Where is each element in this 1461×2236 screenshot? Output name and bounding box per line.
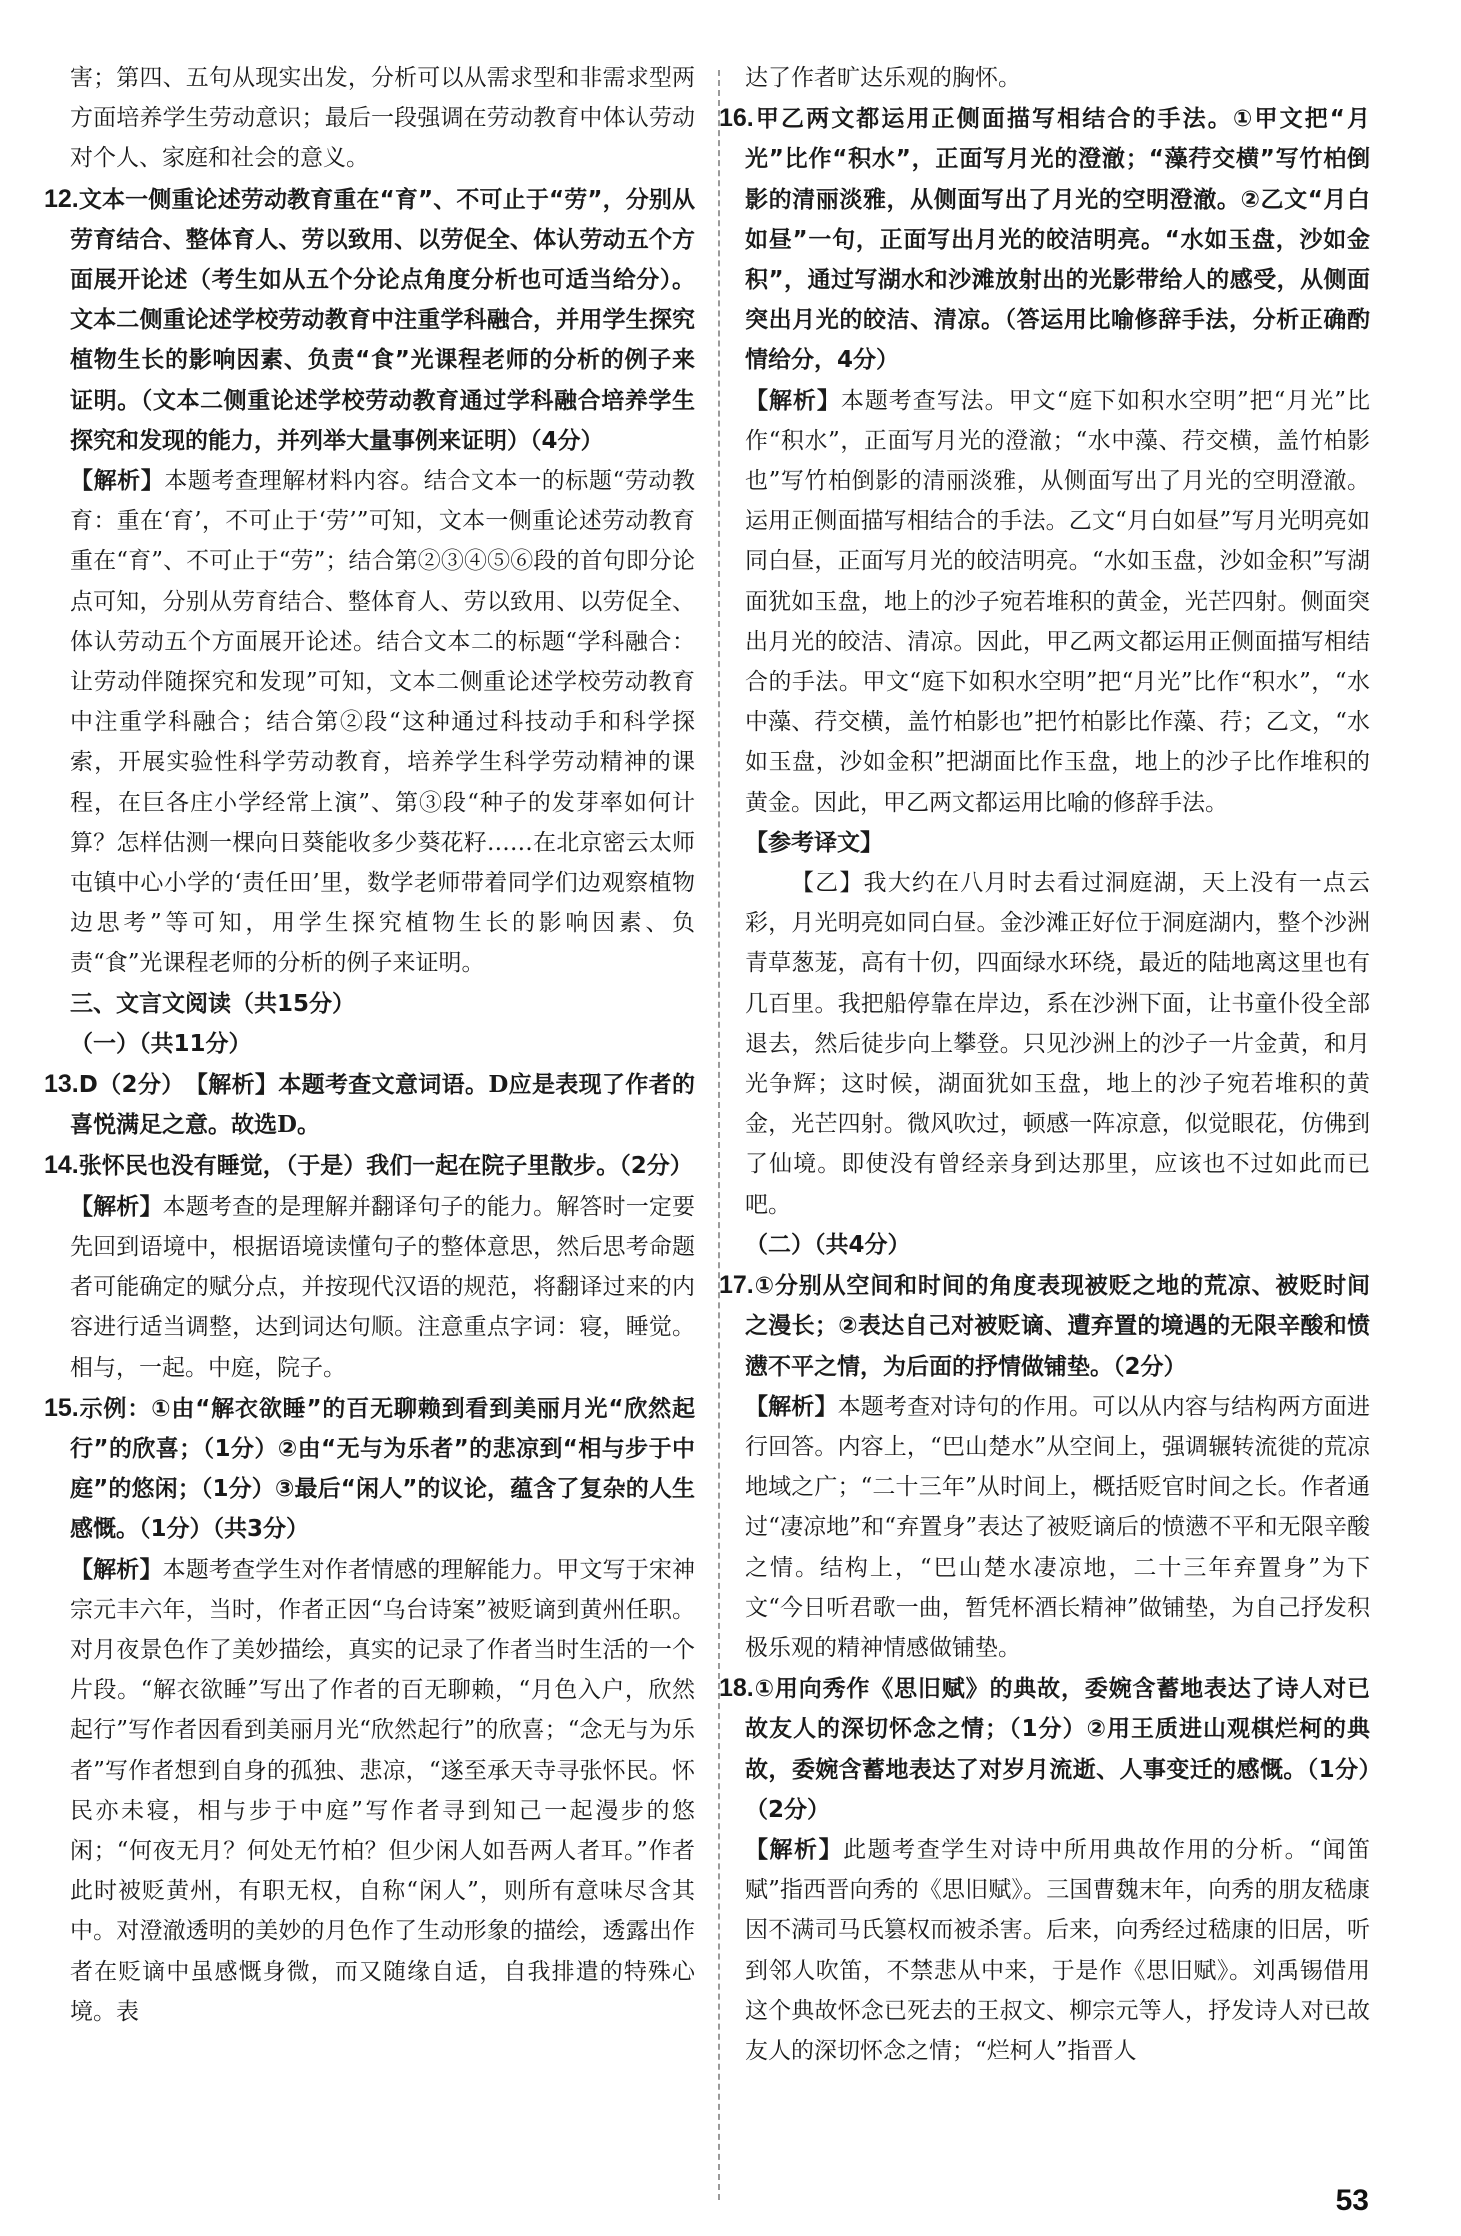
analysis-tag: 【解析】 (70, 1193, 163, 1220)
column-divider (718, 70, 720, 2200)
paragraph-text: 【乙】我大约在八月时去看过洞庭湖，天上没有一点云彩，月光明亮如同白昼。金沙滩正好位于洞庭湖内，整个沙洲青草葱茏，高有十仞，四面绿水环绕，最近的陆地离这里也有几百里。我把船停靠在岸边，系在沙洲下面，让书童仆役全部退去，然后徒步向上攀登。只见沙洲上的沙子一片金黄，和月光争辉；这时候，湖面犹如玉盘，地上的沙子宛若堆积的黄金，光芒四射。微风吹过，顿感一阵凉意，似觉眼花，仿佛到了仙境。即使没有曾经亲身到达那里，应该也不过如此而已吧。 (745, 870, 1370, 1218)
answer-item (719, 98, 1370, 380)
paragraph-text: 本题考查学生对作者情感的理解能力。甲文写于宋神宗元丰六年，当时，作者正因“乌台诗案”被贬谪到黄州任职。对月夜景色作了美妙描绘，真实的记录了作者当时生活的一个片段。“解衣欲睡”写出了作者的百无聊赖，“月色入户，欣然起行”写作者因看到美丽月光“欣然起行”的欣喜；“念无与为乐者”写作者想到自身的孤独、悲凉，“遂至承天寺寻张怀民。怀民亦未寝，相与步于中庭”写作者寻到知己一起漫步的悠闲；“何夜无月？何处无竹柏？但少闲人如吾两人者耳。”作者此时被贬黄州，有职无权，自称“闲人”，则所有意味尽含其中。对澄澈透明的美妙的月色作了生动形象的描绘，透露出作者在贬谪中虽感慨身微，而又随缘自适，自我排遣的特殊心境。表 (70, 1556, 696, 2025)
analysis-tag: 【解析】 (745, 387, 841, 414)
question-number: 16. (719, 104, 754, 133)
paragraph-text: 示例：①由“解衣欲睡”的百无聊赖到看到美丽月光“欣然起行”的欣喜；（1分）②由“无与为乐者”的悲凉到“相与步于中庭”的悠闲；（1分）③最后“闲人”的议论，蕴含了复杂的人生感慨。（1分）（共3分） (70, 1395, 695, 1543)
question-number: 17. (719, 1271, 754, 1300)
paragraph-text: ①分别从空间和时间的角度表现被贬之地的荒凉、被贬时间之漫长；②表达自己对被贬谪、遭弃置的境遇的无限辛酸和愤懑不平之情，为后面的抒情做铺垫。（2分） (745, 1273, 1370, 1380)
paragraph-text: 本题考查写法。甲文“庭下如积水空明”把“月光”比作“积水”，正面写月光的澄澈；“水中藻、荇交横，盖竹柏影也”写竹柏倒影的清丽淡雅，从侧面写出了月光的空明澄澈。运用正侧面描写相结合的手法。乙文“月白如昼”写月光明亮如同白昼，正面写月光的皎洁明亮。“水如玉盘，沙如金积”写湖面犹如玉盘，地上的沙子宛若堆积的黄金，光芒四射。侧面突出月光的皎洁、清凉。因此，甲乙两文都运用正侧面描写相结合的手法。甲文“庭下如积水空明”把“月光”比作“积水”，“水中藻、荇交横，盖竹柏影也”把竹柏影比作藻、荇；乙文，“水如玉盘，沙如金积”把湖面比作玉盘，地上的沙子比作堆积的黄金。因此，甲乙两文都运用比喻的修辞手法。 (745, 387, 1371, 816)
paragraph-text: 害；第四、五句从现实出发，分析可以从需求型和非需求型两方面培养学生劳动意识；最后一段强调在劳动教育中体认劳动对个人、家庭和社会的意义。 (70, 65, 695, 172)
text-block (70, 58, 695, 179)
paragraph-text: 本题考查对诗句的作用。可以从内容与结构两方面进行回答。内容上，“巴山楚水”从空间上，强调辗转流徙的荒凉地域之广；“二十三年”从时间上，概括贬官时间之长。作者通过“凄凉地”和“弃置身”表达了被贬谪后的愤懑不平和无限辛酸之情。结构上，“巴山楚水凄凉地，二十三年弃置身”为下文“今日听君歌一曲，暂凭杯酒长精神”做铺垫，为自己抒发积极乐观的精神情感做铺垫。 (745, 1393, 1371, 1661)
answer-item (44, 1064, 695, 1145)
analysis-tag: 【解析】 (70, 468, 165, 495)
analysis-paragraph (70, 1187, 695, 1388)
left-column (44, 58, 696, 2032)
paragraph-text: 本题考查文意词语。D应是表现了作者的喜悦满足之意。故选D。 (70, 1071, 695, 1139)
analysis-paragraph (745, 1387, 1370, 1668)
answer-item (44, 1388, 695, 1550)
text-block (70, 1024, 695, 1064)
question-number: 13. (44, 1070, 79, 1099)
page-number: 53 (1335, 2184, 1369, 2217)
paragraph-text: 此题考查学生对诗中所用典故作用的分析。“闻笛赋”指西晋向秀的《思旧赋》。三国曹魏末年，向秀的朋友嵇康因不满司马氏篡权而被杀害。后来，向秀经过嵇康的旧居，听到邻人吹笛，不禁悲从中来，于是作《思旧赋》。刘禹锡借用这个典故怀念已死去的王叔文、柳宗元等人，抒发诗人对已故友人的深切怀念之情；“烂柯人”指晋人 (745, 1836, 1371, 2064)
analysis-tag: 【解析】 (745, 1393, 838, 1420)
answer-item (44, 179, 695, 461)
answer-item (44, 1145, 695, 1186)
question-number: 14. (44, 1151, 79, 1180)
analysis-paragraph (745, 1830, 1370, 2071)
paragraph-text: D（2分） (78, 1072, 174, 1099)
paragraph-text: 本题考查的是理解并翻译句子的能力。解答时一定要先回到语境中，根据语境读懂句子的整体意思，然后思考命题者可能确定的赋分点，并按现代汉语的规范，将翻译过来的内容进行适当调整，达到词达句顺。注意重点字词：寝，睡觉。相与，一起。中庭，院子。 (70, 1193, 696, 1381)
analysis-paragraph (70, 461, 695, 984)
paragraph-text: 达了作者旷达乐观的胸怀。 (745, 65, 1021, 91)
text-block (745, 58, 1370, 98)
analysis-tag: 【解析】 (196, 1072, 279, 1099)
text-block (70, 984, 695, 1024)
analysis-paragraph (745, 381, 1370, 823)
text-block (745, 1225, 1370, 1265)
paragraph-text: 甲乙两文都运用正侧面描写相结合的手法。①甲文把“月光”比作“积水”，正面写月光的澄澈；“藻荇交横”写竹柏倒影的清丽淡雅，从侧面写出了月光的空明澄澈。②乙文“月白如昼”一句，正面写出月光的皎洁明亮。“水如玉盘，沙如金积”，通过写湖水和沙滩放射出的光影带给人的感受，从侧面突出月光的皎洁、清凉。（答运用比喻修辞手法，分析正确酌情给分，4分） (745, 106, 1370, 374)
text-block (745, 863, 1370, 1225)
paragraph-text: 【参考译文】 (745, 829, 883, 856)
question-number: 18. (719, 1674, 754, 1703)
answer-item (719, 1668, 1370, 1830)
analysis-tag: 【解析】 (70, 1556, 163, 1583)
paragraph-text: 三、文言文阅读（共15分） (70, 990, 356, 1017)
paragraph-text: 本题考查理解材料内容。结合文本一的标题“劳动教育：重在‘育’，不可止于‘劳’”可知，文本一侧重论述劳动教育重在“育”、不可止于“劳”；结合第②③④⑤⑥段的首句即分论点可知，分别从劳育结合、整体育人、劳以致用、以劳促全、体认劳动五个方面展开论述。结合文本二的标题“学科融合：让劳动伴随探究和发现”可知，文本二侧重论述学校劳动教育中注重学科融合；结合第②段“这种通过科技动手和科学探索，开展实验性科学劳动教育，培养学生科学劳动精神的课程，在巨各庄小学经常上演”、第③段“种子的发芽率如何计算？怎样估测一棵向日葵能收多少葵花籽……在北京密云太师屯镇中心小学的‘责任田’里，数学老师带着同学们边观察植物边思考”等可知，用学生探究植物生长的影响因素、负责“食”光课程老师的分析的例子来证明。 (70, 468, 695, 977)
right-column (719, 58, 1371, 2071)
answer-item (719, 1265, 1370, 1387)
text-block (745, 823, 1370, 863)
question-number: 12. (44, 184, 79, 213)
analysis-tag: 【解析】 (745, 1836, 844, 1863)
paragraph-text: （一）（共11分） (70, 1030, 252, 1057)
question-number: 15. (44, 1393, 79, 1422)
paragraph-text: 张怀民也没有睡觉，（于是）我们一起在院子里散步。（2分） (78, 1153, 693, 1180)
analysis-paragraph (70, 1550, 695, 2032)
paragraph-text: ①用向秀作《思旧赋》的典故，委婉含蓄地表达了诗人对已故友人的深切怀念之情；（1分）②用王质进山观棋烂柯的典故，委婉含蓄地表达了对岁月流逝、人事变迁的感慨。（1分）（2分） (745, 1676, 1370, 1823)
paragraph-text: （二）（共4分） (745, 1231, 911, 1258)
paragraph-text: 文本一侧重论述劳动教育重在“育”、不可止于“劳”，分别从劳育结合、整体育人、劳以致用、以劳促全、体认劳动五个方面展开论述（考生如从五个分论点角度分析也可适当给分）。文本二侧重论述学校劳动教育中注重学科融合，并用学生探究植物生长的影响因素、负责“食”光课程老师的分析的例子来证明。（文本二侧重论述学校劳动教育通过学科融合培养学生探究和发现的能力，并列举大量事例来证明）（4分） (70, 186, 695, 454)
